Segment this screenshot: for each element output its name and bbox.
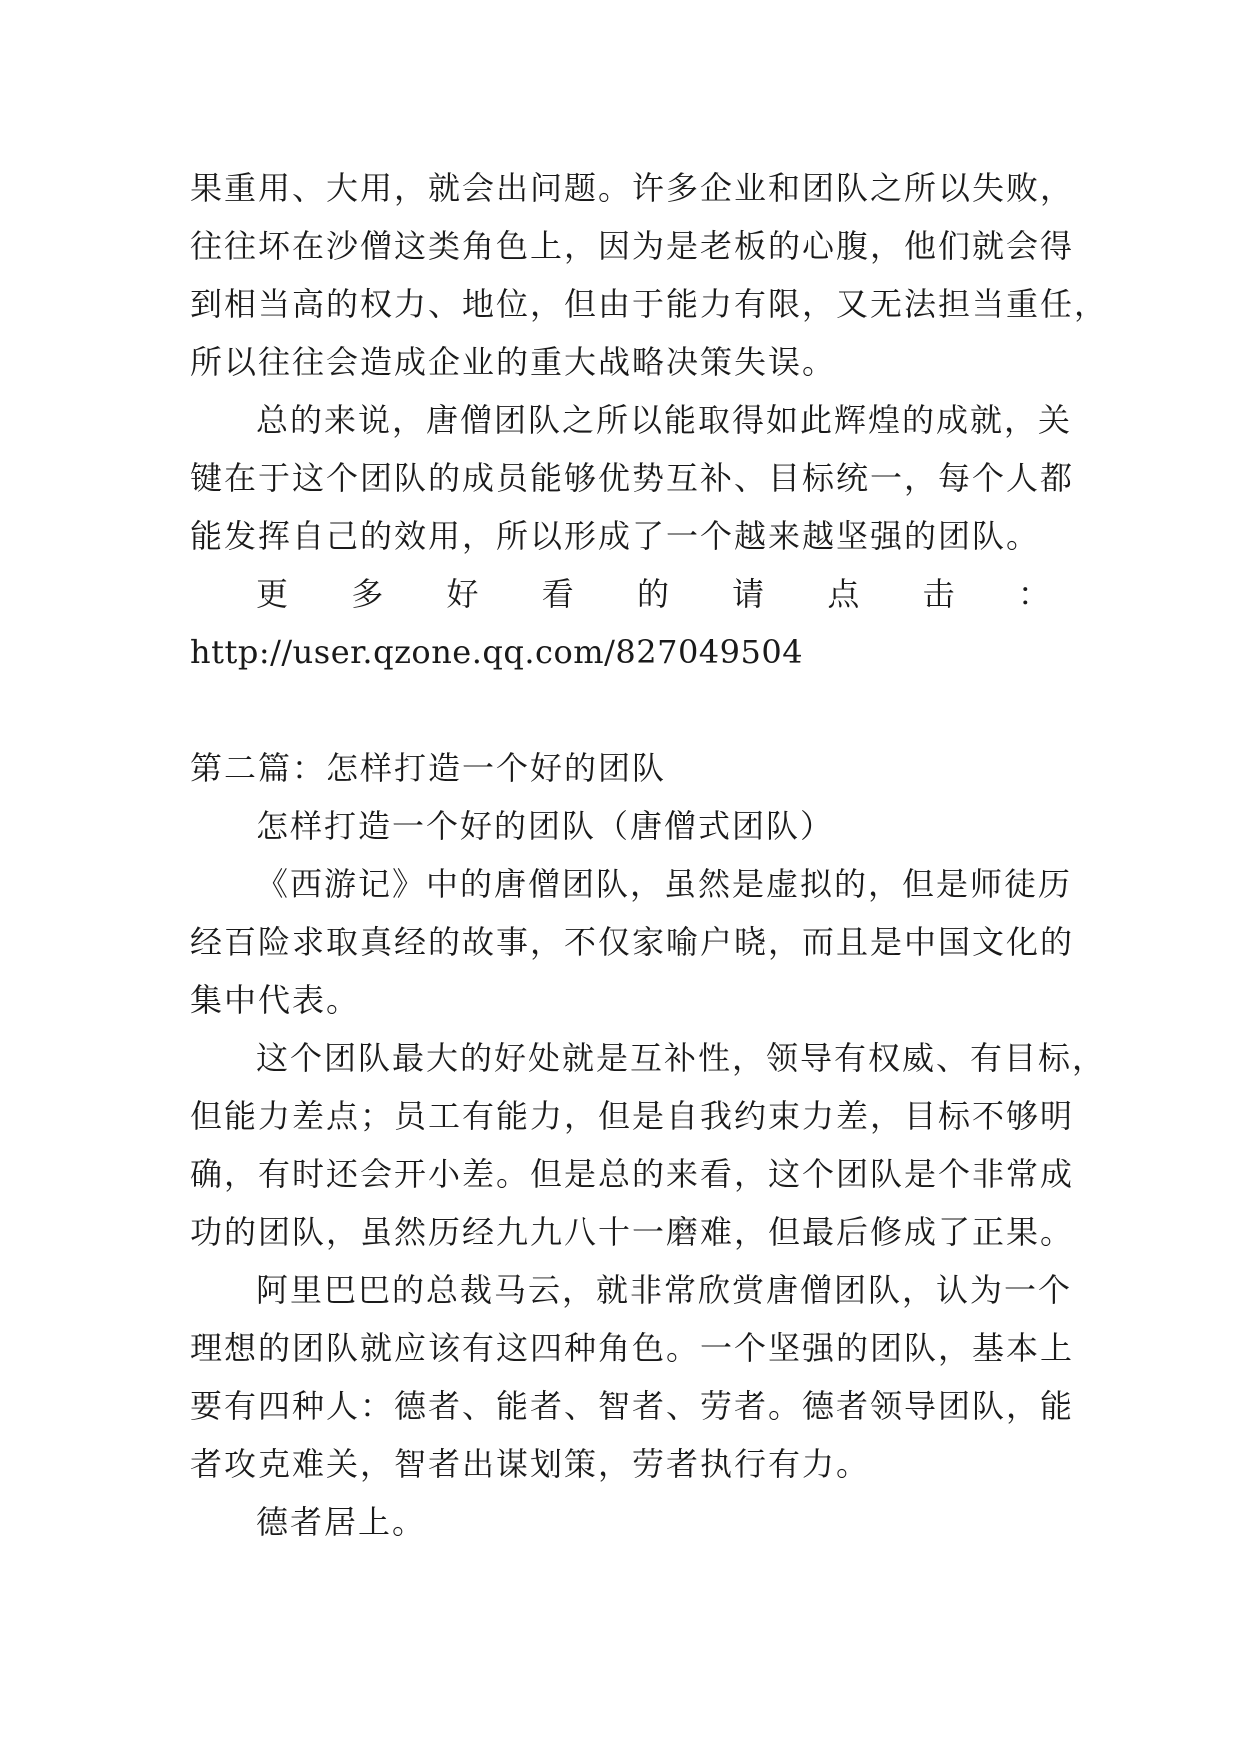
spread-character: 请 (732, 575, 765, 613)
text-line: 能发挥自己的效用，所以形成了一个越来越坚强的团队。 (190, 517, 1041, 555)
spread-character: 多 (351, 575, 384, 613)
text-line: 确，有时还会开小差。但是总的来看，这个团队是个非常成 (190, 1155, 1075, 1193)
text-line: 但能力差点；员工有能力，但是自我约束力差，目标不够明 (190, 1097, 1075, 1135)
more-link-prompt (256, 574, 1050, 614)
paragraph-start-line: 《西游记》中的唐僧团队，虽然是虚拟的，但是师徒历 (256, 865, 1073, 903)
text-line: 经百险求取真经的故事，不仅家喻户晓，而且是中国文化的 (190, 923, 1075, 961)
text-line: 到相当高的权力、地位，但由于能力有限，又无法担当重任， (190, 285, 1109, 323)
paragraph-start-line: 这个团队最大的好处就是互补性，领导有权威、有目标， (256, 1039, 1107, 1077)
qzone-link[interactable]: http://user.qzone.qq.com/827049504 (190, 633, 804, 671)
paragraph-start-line: 德者居上。 (256, 1503, 427, 1541)
text-line: 者攻克难关，智者出谋划策，劳者执行有力。 (190, 1445, 871, 1483)
paragraph-start-line: 阿里巴巴的总裁马云，就非常欣赏唐僧团队，认为一个 (256, 1271, 1073, 1309)
spread-character: 的 (636, 575, 669, 613)
text-line: 所以往往会造成企业的重大战略决策失误。 (190, 343, 837, 381)
text-line: 往往坏在沙僧这类角色上，因为是老板的心腹，他们就会得 (190, 227, 1075, 265)
text-line: 功的团队，虽然历经九九八十一磨难，但最后修成了正果。 (190, 1213, 1075, 1251)
text-line: 要有四种人：德者、能者、智者、劳者。德者领导团队，能 (190, 1387, 1075, 1425)
spread-character: 击 (922, 575, 955, 613)
spread-character: 好 (446, 575, 479, 613)
section-subtitle: 怎样打造一个好的团队（唐僧式团队） (256, 807, 835, 845)
spread-character: 点 (827, 575, 860, 613)
paragraph-start-line: 总的来说，唐僧团队之所以能取得如此辉煌的成就，关 (256, 401, 1073, 439)
spread-character: 看 (541, 575, 574, 613)
spread-character: 更 (256, 575, 289, 613)
spread-character: ： (1017, 575, 1050, 613)
text-line: 理想的团队就应该有这四种角色。一个坚强的团队，基本上 (190, 1329, 1075, 1367)
text-line: 集中代表。 (190, 981, 361, 1019)
text-line: 果重用、大用，就会出问题。许多企业和团队之所以失败， (190, 169, 1075, 207)
text-line: 键在于这个团队的成员能够优势互补、目标统一，每个人都 (190, 459, 1075, 497)
chapter-title: 第二篇：怎样打造一个好的团队 (190, 749, 667, 787)
